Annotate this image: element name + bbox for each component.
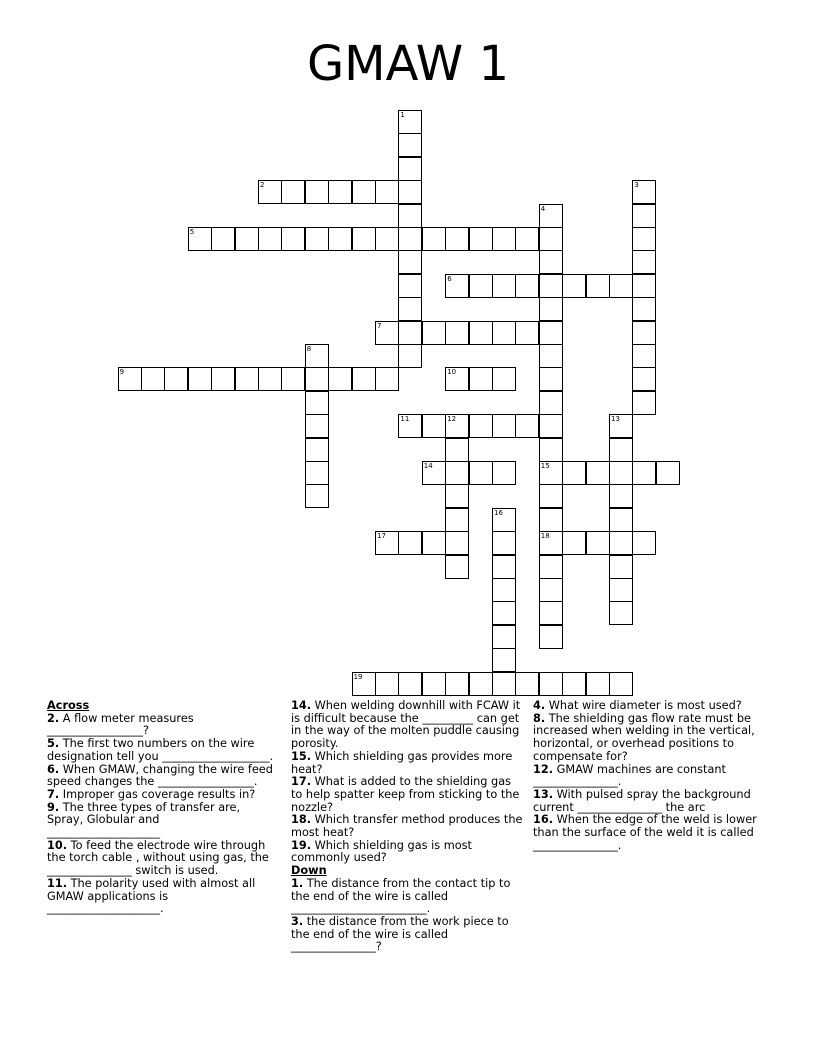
across-clue-list-continued bbox=[291, 700, 523, 865]
grid-cell[interactable] bbox=[515, 414, 539, 438]
clue-item-number: 12. bbox=[533, 762, 554, 776]
clue-item-number: 16. bbox=[533, 813, 554, 827]
grid-cell[interactable] bbox=[539, 531, 563, 555]
grid-cell[interactable] bbox=[539, 484, 563, 508]
grid-cell[interactable] bbox=[305, 180, 329, 204]
grid-cell[interactable] bbox=[632, 227, 656, 251]
grid-cell[interactable] bbox=[609, 555, 633, 579]
clue-item-number: 15. bbox=[291, 749, 312, 763]
grid-cell[interactable] bbox=[515, 672, 539, 696]
clue-item-text: The three types of transfer are, Spray, Globular and ____________________ bbox=[47, 800, 241, 840]
grid-cell[interactable] bbox=[211, 367, 235, 391]
clue-item bbox=[533, 789, 765, 814]
down-clue-list bbox=[291, 878, 523, 954]
grid-cell[interactable] bbox=[632, 180, 656, 204]
down-heading: Down bbox=[291, 864, 327, 878]
grid-cell[interactable] bbox=[305, 391, 329, 415]
grid-cell[interactable] bbox=[445, 672, 469, 696]
grid-cell[interactable] bbox=[492, 367, 516, 391]
grid-cell[interactable] bbox=[258, 227, 282, 251]
clue-item-text: The first two numbers on the wire designation tell you ___________________. bbox=[47, 737, 274, 763]
grid-cell[interactable] bbox=[609, 414, 633, 438]
grid-cell[interactable] bbox=[469, 414, 493, 438]
grid-cell[interactable] bbox=[492, 625, 516, 649]
clue-number: 5 bbox=[189, 228, 195, 236]
grid-cell[interactable] bbox=[445, 438, 469, 462]
clue-item-text: To feed the electrode wire through the torch cable , without using gas, the _______________ switch is used. bbox=[47, 838, 269, 878]
grid-cell[interactable] bbox=[398, 344, 422, 368]
grid-cell[interactable] bbox=[492, 648, 516, 672]
clue-number: 17 bbox=[377, 532, 386, 541]
grid-cell[interactable] bbox=[328, 180, 352, 204]
clue-item bbox=[47, 738, 275, 763]
grid-cell[interactable] bbox=[539, 414, 563, 438]
grid-cell[interactable] bbox=[656, 461, 680, 485]
grid-cell[interactable] bbox=[375, 672, 399, 696]
grid-cell[interactable] bbox=[632, 344, 656, 368]
clues-column-3 bbox=[533, 700, 765, 852]
grid-cell[interactable] bbox=[609, 672, 633, 696]
grid-cell[interactable] bbox=[422, 461, 446, 485]
clue-item-number: 11. bbox=[47, 876, 68, 890]
grid-cell[interactable] bbox=[469, 461, 493, 485]
clue-item bbox=[291, 700, 523, 751]
grid-cell[interactable] bbox=[398, 274, 422, 298]
grid-cell[interactable] bbox=[164, 367, 188, 391]
clue-item-text: Which shielding gas provides more heat? bbox=[291, 749, 513, 776]
clue-item-text: What is added to the shielding gas to help spatter keep from sticking to the nozzle? bbox=[291, 775, 520, 814]
grid-cell[interactable] bbox=[422, 531, 446, 555]
grid-cell[interactable] bbox=[469, 274, 493, 298]
grid-cell[interactable] bbox=[305, 438, 329, 462]
grid-cell[interactable] bbox=[211, 227, 235, 251]
clue-item-number: 14. bbox=[291, 699, 312, 712]
clue-number: 13 bbox=[611, 415, 620, 424]
grid-cell[interactable] bbox=[305, 414, 329, 438]
grid-cell[interactable] bbox=[235, 367, 259, 391]
grid-cell[interactable] bbox=[562, 461, 586, 485]
grid-cell[interactable] bbox=[632, 461, 656, 485]
grid-cell[interactable] bbox=[375, 180, 399, 204]
grid-cell[interactable] bbox=[586, 672, 610, 696]
clue-item bbox=[533, 713, 765, 764]
grid-cell[interactable] bbox=[539, 438, 563, 462]
grid-cell[interactable] bbox=[539, 578, 563, 602]
grid-cell[interactable] bbox=[305, 344, 329, 368]
grid-cell[interactable] bbox=[445, 461, 469, 485]
grid-cell[interactable] bbox=[539, 367, 563, 391]
clue-number: 15 bbox=[540, 462, 550, 470]
grid-cell[interactable] bbox=[328, 367, 352, 391]
grid-cell[interactable] bbox=[632, 274, 656, 298]
clue-item bbox=[291, 751, 523, 776]
grid-cell[interactable] bbox=[445, 531, 469, 555]
clue-item-number: 8. bbox=[533, 711, 546, 725]
grid-cell[interactable] bbox=[375, 367, 399, 391]
clue-item-number: 17. bbox=[291, 775, 312, 789]
grid-cell[interactable] bbox=[281, 227, 305, 251]
grid-cell[interactable] bbox=[188, 367, 212, 391]
clue-item-text: Which transfer method produces the most heat? bbox=[291, 813, 523, 840]
grid-cell[interactable] bbox=[422, 414, 446, 438]
clue-number: 11 bbox=[400, 415, 410, 424]
clue-item bbox=[47, 764, 275, 789]
grid-cell[interactable] bbox=[492, 414, 516, 438]
grid-cell[interactable] bbox=[539, 250, 563, 274]
grid-cell[interactable] bbox=[539, 297, 563, 321]
clue-item-number: 10. bbox=[47, 838, 68, 852]
grid-cell[interactable] bbox=[492, 274, 516, 298]
grid-cell[interactable] bbox=[586, 274, 610, 298]
clues-column-2 bbox=[291, 700, 523, 954]
down-clue-list-continued bbox=[533, 700, 765, 852]
clue-item-text: GMAW machines are constant _______________. bbox=[533, 762, 726, 789]
grid-cell[interactable] bbox=[305, 367, 329, 391]
clue-item bbox=[291, 916, 523, 954]
grid-cell[interactable] bbox=[398, 672, 422, 696]
grid-cell[interactable] bbox=[258, 367, 282, 391]
grid-cell[interactable] bbox=[305, 461, 329, 485]
grid-cell[interactable] bbox=[539, 461, 563, 485]
clue-number: 14 bbox=[423, 462, 433, 470]
clue-item-text: When the edge of the weld is lower than the surface of the weld it is called _______________. bbox=[533, 813, 757, 852]
grid-cell[interactable] bbox=[445, 484, 469, 508]
clue-number: 6 bbox=[447, 274, 452, 283]
grid-cell[interactable] bbox=[398, 297, 422, 321]
clue-item-number: 18. bbox=[291, 813, 312, 827]
grid-cell[interactable] bbox=[539, 344, 563, 368]
grid-cell[interactable] bbox=[258, 180, 282, 204]
grid-cell[interactable] bbox=[398, 321, 422, 345]
clue-item bbox=[47, 713, 275, 738]
grid-cell[interactable] bbox=[632, 531, 656, 555]
grid-cell[interactable] bbox=[539, 508, 563, 532]
grid-cell[interactable] bbox=[492, 601, 516, 625]
clue-item-text: What wire diameter is most used? bbox=[545, 699, 742, 712]
clue-number: 2 bbox=[260, 181, 265, 190]
grid-cell[interactable] bbox=[539, 321, 563, 345]
grid-cell[interactable] bbox=[562, 672, 586, 696]
grid-cell[interactable] bbox=[352, 367, 376, 391]
clue-item bbox=[47, 802, 275, 840]
grid-cell[interactable] bbox=[492, 227, 516, 251]
grid-cell[interactable] bbox=[539, 227, 563, 251]
grid-cell[interactable] bbox=[398, 531, 422, 555]
clue-item-number: 9. bbox=[47, 800, 60, 814]
grid-cell[interactable] bbox=[539, 672, 563, 696]
grid-cell[interactable] bbox=[305, 227, 329, 251]
grid-cell[interactable] bbox=[632, 391, 656, 415]
grid-cell[interactable] bbox=[586, 531, 610, 555]
grid-cell[interactable] bbox=[632, 367, 656, 391]
clue-item bbox=[291, 776, 523, 814]
clue-item-text: With pulsed spray the background current _______________ the arc bbox=[533, 787, 751, 814]
grid-cell[interactable] bbox=[562, 531, 586, 555]
clue-number: 18 bbox=[540, 532, 550, 541]
grid-cell[interactable] bbox=[141, 367, 165, 391]
clue-item-text: Which shielding gas is most commonly used? bbox=[291, 838, 472, 865]
grid-cell[interactable] bbox=[398, 414, 422, 438]
grid-cell[interactable] bbox=[586, 461, 610, 485]
clue-item-text: When welding downhill with FCAW it is difficult because the _________ can get in the way of the molten puddle causing porosity. bbox=[291, 699, 521, 751]
clue-number: 9 bbox=[119, 368, 125, 377]
grid-cell[interactable] bbox=[539, 204, 563, 228]
grid-cell[interactable] bbox=[445, 227, 469, 251]
grid-cell[interactable] bbox=[398, 110, 422, 134]
clue-item-number: 2. bbox=[47, 711, 60, 725]
grid-cell[interactable] bbox=[445, 274, 469, 298]
clue-item-text: When GMAW, changing the wire feed speed changes the _________________. bbox=[47, 762, 273, 789]
grid-cell[interactable] bbox=[539, 555, 563, 579]
page-title: GMAW 1 bbox=[306, 36, 510, 92]
grid-cell[interactable] bbox=[632, 204, 656, 228]
clue-item-text: the distance from the work piece to the end of the wire is called _______________? bbox=[291, 914, 509, 954]
grid-cell[interactable] bbox=[375, 531, 399, 555]
clue-item bbox=[291, 840, 523, 865]
clue-item-number: 19. bbox=[291, 838, 312, 852]
grid-cell[interactable] bbox=[632, 297, 656, 321]
grid-cell[interactable] bbox=[609, 601, 633, 625]
grid-cell[interactable] bbox=[352, 180, 376, 204]
clue-item-number: 7. bbox=[47, 787, 60, 801]
grid-cell[interactable] bbox=[469, 672, 493, 696]
grid-cell[interactable] bbox=[375, 227, 399, 251]
grid-cell[interactable] bbox=[609, 531, 633, 555]
grid-cell[interactable] bbox=[469, 367, 493, 391]
grid-cell[interactable] bbox=[632, 321, 656, 345]
grid-cell[interactable] bbox=[492, 508, 516, 532]
grid-cell[interactable] bbox=[328, 227, 352, 251]
grid-cell[interactable] bbox=[398, 227, 422, 251]
grid-cell[interactable] bbox=[445, 508, 469, 532]
grid-cell[interactable] bbox=[609, 484, 633, 508]
grid-cell[interactable] bbox=[398, 157, 422, 181]
grid-cell[interactable] bbox=[609, 461, 633, 485]
grid-cell[interactable] bbox=[492, 672, 516, 696]
grid-cell[interactable] bbox=[632, 250, 656, 274]
grid-cell[interactable] bbox=[609, 438, 633, 462]
clue-number: 1 bbox=[400, 111, 405, 119]
clue-item-text: Improper gas coverage results in? bbox=[59, 787, 256, 801]
clue-item-number: 6. bbox=[47, 762, 60, 776]
clue-item-text: A flow meter measures _________________? bbox=[47, 711, 194, 738]
clue-item-number: 1. bbox=[291, 876, 304, 890]
clue-item bbox=[291, 878, 523, 916]
grid-cell[interactable] bbox=[445, 414, 469, 438]
clue-item-number: 13. bbox=[533, 787, 554, 801]
clue-number: 16 bbox=[494, 508, 503, 517]
clue-item bbox=[533, 814, 765, 852]
grid-cell[interactable] bbox=[492, 321, 516, 345]
clue-item bbox=[291, 814, 523, 839]
across-clue-list bbox=[47, 713, 275, 916]
grid-cell[interactable] bbox=[515, 274, 539, 298]
grid-cell[interactable] bbox=[281, 367, 305, 391]
grid-cell[interactable] bbox=[469, 321, 493, 345]
clues-column-1 bbox=[47, 700, 275, 916]
grid-cell[interactable] bbox=[469, 227, 493, 251]
grid-cell[interactable] bbox=[398, 250, 422, 274]
across-heading: Across bbox=[47, 699, 90, 712]
grid-cell[interactable] bbox=[352, 227, 376, 251]
clue-number: 8 bbox=[306, 345, 312, 353]
grid-cell[interactable] bbox=[422, 227, 446, 251]
clue-number: 10 bbox=[447, 368, 457, 377]
clue-number: 7 bbox=[377, 321, 382, 330]
grid-cell[interactable] bbox=[398, 204, 422, 228]
grid-cell[interactable] bbox=[515, 321, 539, 345]
grid-cell[interactable] bbox=[539, 391, 563, 415]
clue-item-text: The shielding gas flow rate must be increased when welding in the vertical, horizontal, or overhead positions to compensate for? bbox=[533, 711, 755, 763]
grid-cell[interactable] bbox=[281, 180, 305, 204]
grid-cell[interactable] bbox=[492, 578, 516, 602]
grid-cell[interactable] bbox=[445, 321, 469, 345]
grid-cell[interactable] bbox=[492, 531, 516, 555]
grid-cell[interactable] bbox=[375, 321, 399, 345]
clue-item-text: The polarity used with almost all GMAW applications is ____________________. bbox=[47, 876, 256, 916]
clue-number: 19 bbox=[353, 672, 363, 681]
grid-cell[interactable] bbox=[539, 625, 563, 649]
grid-cell[interactable] bbox=[422, 321, 446, 345]
grid-cell[interactable] bbox=[539, 601, 563, 625]
grid-cell[interactable] bbox=[492, 555, 516, 579]
grid-cell[interactable] bbox=[562, 274, 586, 298]
clue-item-number: 4. bbox=[533, 699, 546, 712]
clue-item bbox=[47, 840, 275, 878]
clue-item-number: 5. bbox=[47, 737, 60, 751]
grid-cell[interactable] bbox=[515, 227, 539, 251]
grid-cell[interactable] bbox=[422, 672, 446, 696]
grid-cell[interactable] bbox=[609, 508, 633, 532]
grid-cell[interactable] bbox=[235, 227, 259, 251]
clue-number: 12 bbox=[447, 415, 457, 424]
grid-cell[interactable] bbox=[118, 367, 142, 391]
grid-cell[interactable] bbox=[398, 180, 422, 204]
clue-number: 4 bbox=[540, 204, 546, 213]
grid-cell[interactable] bbox=[445, 555, 469, 579]
grid-cell[interactable] bbox=[609, 578, 633, 602]
clue-item-number: 3. bbox=[291, 914, 304, 928]
grid-cell[interactable] bbox=[305, 484, 329, 508]
grid-cell[interactable] bbox=[609, 274, 633, 298]
grid-cell[interactable] bbox=[492, 461, 516, 485]
clue-item bbox=[533, 764, 765, 789]
clue-number: 3 bbox=[634, 181, 639, 190]
grid-cell[interactable] bbox=[398, 133, 422, 157]
grid-cell[interactable] bbox=[445, 367, 469, 391]
clue-item bbox=[47, 878, 275, 916]
grid-cell[interactable] bbox=[352, 672, 376, 696]
grid-cell[interactable] bbox=[188, 227, 212, 251]
clue-item-text: The distance from the contact tip to the end of the wire is called ________________________. bbox=[291, 876, 511, 916]
grid-cell[interactable] bbox=[539, 274, 563, 298]
